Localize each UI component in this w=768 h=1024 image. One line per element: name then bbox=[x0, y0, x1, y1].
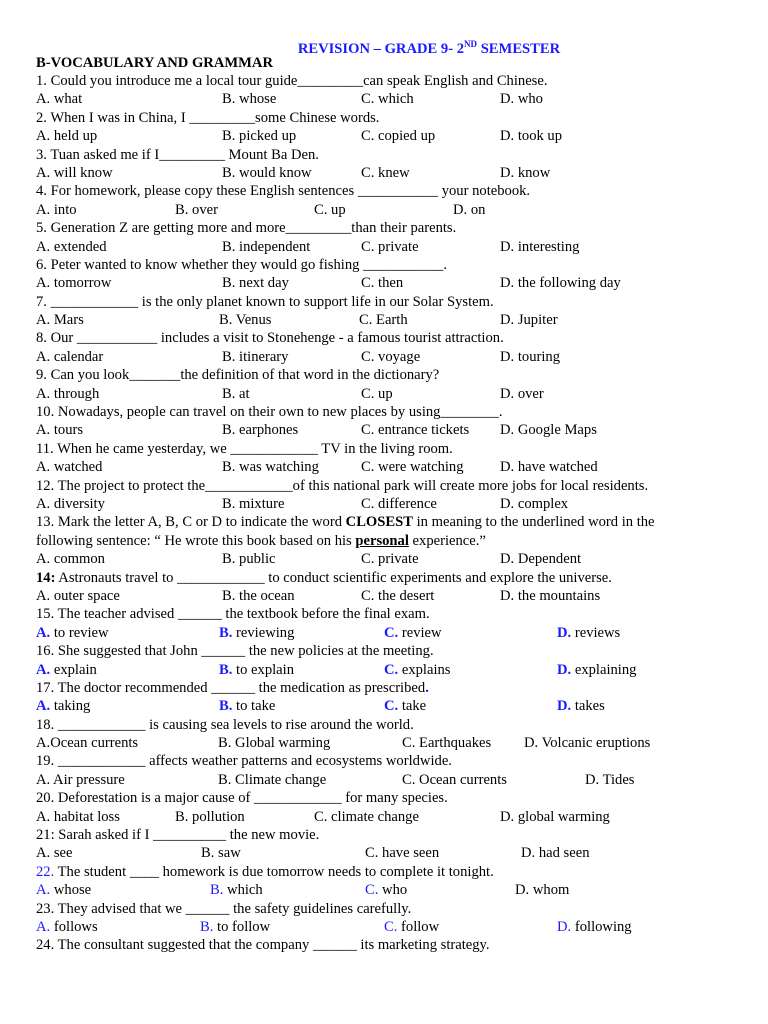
option-b[interactable]: B. was watching bbox=[222, 459, 319, 476]
answer-options bbox=[36, 624, 736, 642]
option-b[interactable]: B. would know bbox=[222, 164, 312, 181]
option-c[interactable]: C. entrance tickets bbox=[361, 422, 470, 439]
question-text: 23. They advised that we ______ the safety guidelines carefully. bbox=[36, 900, 412, 917]
option-c[interactable]: C. private bbox=[361, 551, 419, 568]
option-a[interactable]: A. into bbox=[36, 201, 77, 218]
option-b[interactable]: B. over bbox=[175, 201, 218, 218]
option-c[interactable]: C. which bbox=[361, 91, 414, 108]
question-24: 24. The consultant suggested that the company ______ its marketing strategy. bbox=[36, 937, 490, 954]
question-17 bbox=[36, 679, 736, 716]
question-13 bbox=[36, 513, 736, 568]
answer-options bbox=[36, 421, 736, 439]
answer-options bbox=[36, 311, 736, 329]
question-19 bbox=[36, 752, 736, 789]
option-c[interactable]: C. voyage bbox=[361, 348, 421, 365]
option-letter: C. bbox=[384, 624, 399, 641]
option-d[interactable]: D. Jupiter bbox=[500, 312, 558, 329]
question-16 bbox=[36, 642, 736, 679]
question-6 bbox=[36, 256, 736, 293]
question-text: following sentence: “ He wrote this book based on his personal experience.” bbox=[36, 532, 486, 549]
option-d[interactable]: D. had seen bbox=[521, 845, 590, 862]
option-b[interactable]: B. itinerary bbox=[222, 348, 289, 365]
question-text: 8. Our ___________ includes a visit to Stonehenge - a famous tourist attraction. bbox=[36, 330, 504, 347]
option-text: to review bbox=[50, 624, 109, 641]
option-c[interactable]: C. private bbox=[361, 238, 419, 255]
option-c[interactable] bbox=[384, 661, 451, 679]
option-b[interactable]: B. mixture bbox=[222, 495, 285, 512]
answer-options bbox=[36, 918, 736, 936]
option-b[interactable]: B. pollution bbox=[175, 808, 245, 825]
answer-options bbox=[36, 348, 736, 366]
question-20 bbox=[36, 789, 736, 826]
question-text: 1. Could you introduce me a local tour guide_________can speak English and Chinese. bbox=[36, 73, 548, 89]
option-text: to take bbox=[232, 698, 276, 715]
question-list bbox=[36, 72, 736, 955]
question-text: 20. Deforestation is a major cause of ____________ for many species. bbox=[36, 790, 448, 807]
option-d[interactable]: D. whom bbox=[515, 882, 570, 899]
question-23 bbox=[36, 900, 736, 937]
option-c[interactable]: C. have seen bbox=[365, 845, 440, 862]
question-text: 13. Mark the letter A, B, C or D to indicate the word CLOSEST in meaning to the underlined word in the bbox=[36, 514, 655, 531]
option-a[interactable]: A. what bbox=[36, 91, 83, 108]
option-c[interactable]: C. up bbox=[361, 385, 393, 402]
option-text: takes bbox=[571, 698, 605, 715]
option-c[interactable]: C. follow bbox=[384, 918, 440, 935]
option-b[interactable]: B. to follow bbox=[200, 918, 271, 935]
option-c[interactable]: C. Earth bbox=[359, 312, 408, 329]
question-14 bbox=[36, 569, 736, 606]
option-a[interactable]: A. will know bbox=[36, 164, 113, 181]
option-a[interactable]: A. whose bbox=[36, 882, 92, 899]
answer-options bbox=[36, 661, 736, 679]
question-11 bbox=[36, 440, 736, 477]
option-b[interactable] bbox=[219, 624, 294, 642]
question-7 bbox=[36, 293, 736, 330]
option-b[interactable]: B. Global warming bbox=[218, 735, 331, 752]
answer-options bbox=[36, 385, 736, 403]
option-letter: A. bbox=[36, 661, 51, 678]
option-b[interactable]: B. Climate change bbox=[218, 771, 327, 788]
option-c[interactable]: C. were watching bbox=[361, 459, 464, 476]
section-heading: B-VOCABULARY AND GRAMMAR bbox=[36, 55, 274, 71]
answer-options bbox=[36, 808, 736, 826]
option-b[interactable]: B. independent bbox=[222, 238, 311, 255]
question-body: 16. She suggested that John ______ the new policies at the meeting. bbox=[36, 643, 434, 660]
option-d[interactable]: D. Volcanic eruptions bbox=[524, 735, 651, 752]
option-d[interactable]: D. interesting bbox=[500, 238, 580, 255]
option-a[interactable]: A. Mars bbox=[36, 312, 84, 329]
question-text: 12. The project to protect the____________of this national park will create more jobs for local residents. bbox=[36, 477, 649, 494]
option-d[interactable]: D. global warming bbox=[500, 808, 610, 825]
question-text: 21: Sarah asked if I __________ the new movie. bbox=[36, 827, 320, 844]
option-a[interactable]: A. follows bbox=[36, 918, 98, 935]
option-text: taking bbox=[50, 698, 91, 715]
option-text: explains bbox=[398, 661, 451, 678]
answer-options bbox=[36, 495, 736, 513]
option-d[interactable] bbox=[557, 697, 605, 715]
option-b[interactable]: B. Venus bbox=[219, 312, 272, 329]
answer-options bbox=[36, 587, 736, 605]
answer-options bbox=[36, 771, 736, 789]
question-18 bbox=[36, 716, 736, 753]
option-d[interactable]: D. took up bbox=[500, 128, 563, 145]
option-d[interactable]: D. Dependent bbox=[500, 551, 582, 568]
question-text: 18. ____________ is causing sea levels to rise around the world. bbox=[36, 716, 414, 733]
question-text: 11. When he came yesterday, we ____________ TV in the living room. bbox=[36, 440, 453, 457]
answer-options bbox=[36, 550, 736, 568]
question-10 bbox=[36, 403, 736, 440]
option-d[interactable]: D. the following day bbox=[500, 275, 621, 292]
option-text: explain bbox=[50, 661, 97, 678]
option-text: review bbox=[398, 624, 442, 641]
question-text: 9. Can you look_______the definition of that word in the dictionary? bbox=[36, 367, 440, 384]
option-c[interactable]: C. Earthquakes bbox=[402, 735, 492, 752]
option-a[interactable]: A. Air pressure bbox=[36, 771, 125, 788]
option-b[interactable]: B. which bbox=[210, 882, 263, 899]
option-b[interactable]: B. whose bbox=[222, 91, 277, 108]
option-letter: D. bbox=[557, 624, 572, 641]
question-text: 22. The student ____ homework is due tomorrow needs to complete it tonight. bbox=[36, 863, 494, 880]
question-text: 5. Generation Z are getting more and more_________than their parents. bbox=[36, 220, 457, 237]
option-d[interactable]: D. Tides bbox=[585, 771, 635, 788]
option-text: reviews bbox=[571, 624, 621, 641]
option-d[interactable]: D. complex bbox=[500, 495, 569, 512]
question-22 bbox=[36, 863, 736, 900]
option-c[interactable]: C. Ocean currents bbox=[402, 771, 507, 788]
option-c[interactable]: C. up bbox=[314, 201, 346, 218]
option-letter: D. bbox=[557, 661, 572, 678]
question-5 bbox=[36, 219, 736, 256]
option-a[interactable]: A. tomorrow bbox=[36, 275, 112, 292]
option-a[interactable]: A. watched bbox=[36, 459, 103, 476]
option-b[interactable]: B. picked up bbox=[222, 128, 297, 145]
answer-options bbox=[36, 458, 736, 476]
answer-options bbox=[36, 881, 736, 899]
answer-options bbox=[36, 201, 736, 219]
option-c[interactable]: C. then bbox=[361, 275, 404, 292]
option-letter: C. bbox=[384, 661, 399, 678]
answer-options bbox=[36, 697, 736, 715]
question-21 bbox=[36, 826, 736, 863]
option-c[interactable]: C. difference bbox=[361, 495, 437, 512]
option-d[interactable]: D. touring bbox=[500, 348, 560, 365]
answer-options bbox=[36, 127, 736, 145]
option-d[interactable] bbox=[557, 624, 620, 642]
question-text: 19. ____________ affects weather patterns and ecosystems worldwide. bbox=[36, 753, 452, 770]
answer-options bbox=[36, 238, 736, 256]
option-d[interactable]: D. following bbox=[557, 918, 632, 935]
option-a[interactable]: A. through bbox=[36, 385, 100, 402]
answer-options bbox=[36, 734, 736, 752]
question-text bbox=[36, 605, 736, 623]
option-a[interactable]: A. outer space bbox=[36, 587, 120, 604]
option-letter: C. bbox=[384, 698, 399, 715]
option-text: reviewing bbox=[232, 624, 295, 641]
question-15 bbox=[36, 605, 736, 642]
answer-options bbox=[36, 844, 736, 862]
option-a[interactable]: A. extended bbox=[36, 238, 107, 255]
option-a[interactable] bbox=[36, 697, 90, 715]
question-1 bbox=[36, 72, 736, 109]
option-b[interactable]: B. at bbox=[222, 385, 250, 402]
option-c[interactable] bbox=[384, 624, 442, 642]
option-a[interactable]: A.Ocean currents bbox=[36, 735, 139, 752]
option-c[interactable]: C. climate change bbox=[314, 808, 419, 825]
option-a[interactable] bbox=[36, 661, 97, 679]
option-c[interactable]: C. who bbox=[365, 882, 408, 899]
option-b[interactable]: B. saw bbox=[201, 845, 241, 862]
option-text: to explain bbox=[232, 661, 294, 678]
question-text bbox=[36, 679, 736, 697]
option-a[interactable]: A. diversity bbox=[36, 495, 105, 512]
question-3 bbox=[36, 146, 736, 183]
option-letter: A. bbox=[36, 698, 51, 715]
question-period: . bbox=[425, 679, 429, 696]
option-letter: D. bbox=[557, 698, 572, 715]
question-text: 10. Nowadays, people can travel on their own to new places by using________. bbox=[36, 404, 503, 421]
option-c[interactable]: C. knew bbox=[361, 164, 410, 181]
option-d[interactable]: D. have watched bbox=[500, 459, 598, 476]
question-2 bbox=[36, 109, 736, 146]
option-d[interactable]: D. over bbox=[500, 385, 544, 402]
option-d[interactable]: D. Google Maps bbox=[500, 422, 597, 439]
option-b[interactable]: B. next day bbox=[222, 275, 289, 292]
question-text: 2. When I was in China, I _________some Chinese words. bbox=[36, 109, 380, 126]
page-title: REVISION – GRADE 9- 2ND SEMESTER bbox=[297, 39, 561, 57]
answer-options bbox=[36, 274, 736, 292]
question-text: 6. Peter wanted to know whether they would go fishing ___________. bbox=[36, 256, 447, 273]
option-a[interactable]: A. tours bbox=[36, 422, 84, 439]
option-d[interactable]: D. the mountains bbox=[500, 587, 601, 604]
option-a[interactable]: A. held up bbox=[36, 128, 98, 145]
option-b[interactable]: B. the ocean bbox=[222, 587, 295, 604]
option-letter: B. bbox=[219, 661, 233, 678]
option-c[interactable]: C. the desert bbox=[361, 587, 435, 604]
question-body: 15. The teacher advised ______ the textbook before the final exam. bbox=[36, 606, 430, 623]
option-a[interactable]: A. calendar bbox=[36, 348, 104, 365]
option-c[interactable] bbox=[384, 697, 426, 715]
option-letter: A. bbox=[36, 624, 51, 641]
option-a[interactable]: A. common bbox=[36, 551, 105, 568]
option-d[interactable] bbox=[557, 661, 636, 679]
option-c[interactable]: C. copied up bbox=[361, 128, 436, 145]
answer-options bbox=[36, 164, 736, 182]
question-12 bbox=[36, 477, 736, 514]
option-b[interactable] bbox=[219, 661, 294, 679]
question-text: 4. For homework, please copy these English sentences ___________ your notebook. bbox=[36, 183, 531, 200]
question-text bbox=[36, 642, 736, 660]
question-text: 7. ____________ is the only planet known to support life in our Solar System. bbox=[36, 293, 494, 310]
question-9 bbox=[36, 366, 736, 403]
question-4 bbox=[36, 182, 736, 219]
option-b[interactable]: B. earphones bbox=[222, 422, 299, 439]
option-a[interactable] bbox=[36, 624, 109, 642]
option-text: take bbox=[398, 698, 427, 715]
question-8 bbox=[36, 329, 736, 366]
option-b[interactable]: B. public bbox=[222, 551, 276, 568]
option-d[interactable]: D. know bbox=[500, 164, 551, 181]
option-letter: B. bbox=[219, 624, 233, 641]
question-body: 17. The doctor recommended ______ the medication as prescribed bbox=[36, 679, 426, 696]
option-d[interactable]: D. who bbox=[500, 91, 543, 108]
answer-options bbox=[36, 90, 736, 108]
option-a[interactable]: A. see bbox=[36, 845, 73, 862]
option-a[interactable]: A. habitat loss bbox=[36, 808, 120, 825]
option-b[interactable] bbox=[219, 697, 275, 715]
question-text: 3. Tuan asked me if I_________ Mount Ba Den. bbox=[36, 146, 319, 163]
option-d[interactable]: D. on bbox=[453, 201, 486, 218]
option-text: explaining bbox=[571, 661, 637, 678]
question-text: 14: Astronauts travel to ____________ to conduct scientific experiments and explore the universe. bbox=[36, 569, 612, 586]
option-letter: B. bbox=[219, 698, 233, 715]
